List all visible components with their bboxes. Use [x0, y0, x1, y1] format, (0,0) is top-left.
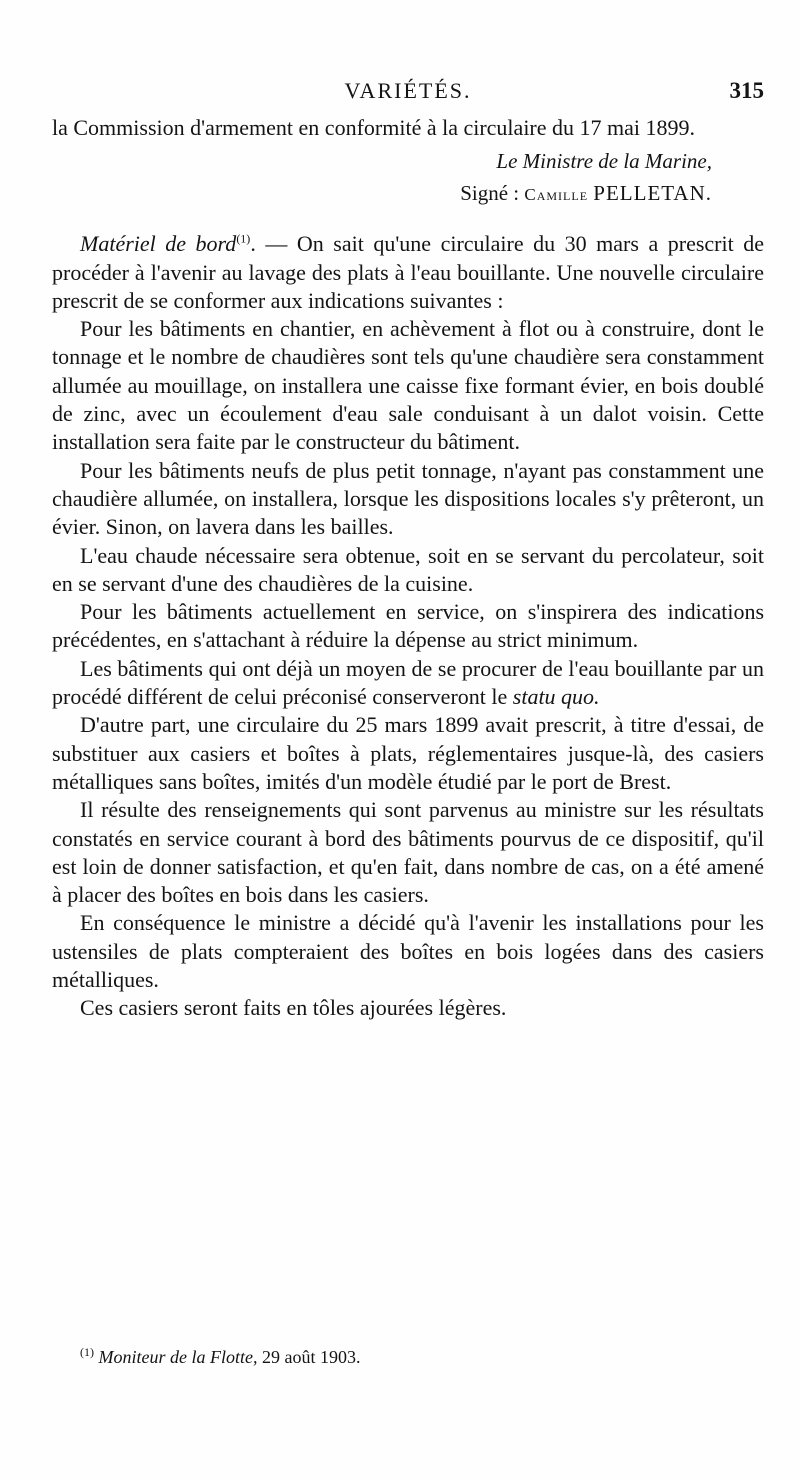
footnote: [80, 1347, 360, 1368]
body-text: [52, 114, 764, 1023]
paragraph: Pour les bâtiments en chantier, en achèvement à flot ou à construire, dont le tonnage et le nombre de chaudières sont tels qu'une chaudière sera constamment allumée au mouillage, on installera une caisse fixe formant évier, en bois doublé de zinc, avec un écoulement d'eau sale conduisant à un dalot voisin. Cette installation sera faite par le constructeur du bâtiment.: [52, 316, 764, 455]
statu-quo-paragraph: [52, 655, 764, 712]
running-head: VARIÉTÉS.: [344, 78, 472, 103]
page-header: [52, 78, 764, 108]
statu-quo-italic: statu quo.: [512, 684, 600, 710]
paragraph: L'eau chaude nécessaire sera obtenue, soit en se servant du percolateur, soit en se servant d'une des chaudières de la cuisine.: [52, 542, 764, 596]
section-intro-text: . — On sait qu'une circulaire du 30 mars a prescrit de procéder à l'avenir au lavage des plats à l'eau bouillante. Une nouvelle circulaire prescrit de se conformer aux indications suivantes :: [52, 231, 765, 313]
page-number: 315: [729, 78, 764, 103]
signature-block: [52, 146, 764, 210]
section-title: Matériel de bord: [80, 231, 237, 257]
paragraph: Pour les bâtiments neufs de plus petit tonnage, n'ayant pas constamment une chaudière allumée, on installera, lorsque les dispositions locales s'y prêteront, un évier. Sinon, on lavera dans les bailles.: [52, 457, 764, 540]
section-intro-paragraph: [52, 230, 764, 315]
signature-prefix: Signé :: [460, 181, 520, 206]
section-gap: [52, 210, 764, 230]
signature-first-name: Camille: [524, 185, 589, 205]
paragraph: D'autre part, une circulaire du 25 mars 1899 avait prescrit, à titre d'essai, de substituer aux casiers et boîtes à plats, réglementaires jusque-là, des casiers métalliques sans boîtes, imités d'un modèle étudié par le port de Brest.: [52, 712, 764, 794]
signature-line: [52, 178, 712, 210]
paragraph: Ces casiers seront faits en tôles ajourées légères.: [80, 995, 507, 1021]
footnote-mark: (1): [80, 1345, 94, 1359]
signature-role: Le Ministre de la Marine,: [496, 149, 712, 174]
paragraph: Pour les bâtiments actuellement en service, on s'inspirera des indications précédentes, en s'attachant à réduire la dépense au strict minimum.: [52, 599, 764, 653]
paragraph: En conséquence le ministre a décidé qu'à l'avenir les installations pour les ustensiles de plats compteraient des boîtes en bois logées dans des casiers métalliques.: [52, 910, 764, 993]
footnote-source: Moniteur de la Flotte,: [98, 1347, 258, 1367]
statu-quo-text: Les bâtiments qui ont déjà un moyen de se procurer de l'eau bouillante par un procédé différent de celui préconisé conserveront le: [52, 655, 764, 710]
footnote-date: 29 août 1903.: [261, 1347, 361, 1367]
opening-paragraph: la Commission d'armement en conformité à la circulaire du 17 mai 1899.: [52, 115, 696, 140]
footnote-reference[interactable]: (1): [236, 231, 251, 246]
signature-last-name: PELLETAN.: [593, 181, 712, 206]
paragraph: Il résulte des renseignements qui sont parvenus au ministre sur les résultats constatés en service courant à bord des bâtiments pourvus de ce dispositif, qu'il est loin de donner satisfaction, et qu'en fait, dans nombre de cas, on a été amené à placer des boîtes en bois dans les casiers.: [52, 797, 764, 908]
